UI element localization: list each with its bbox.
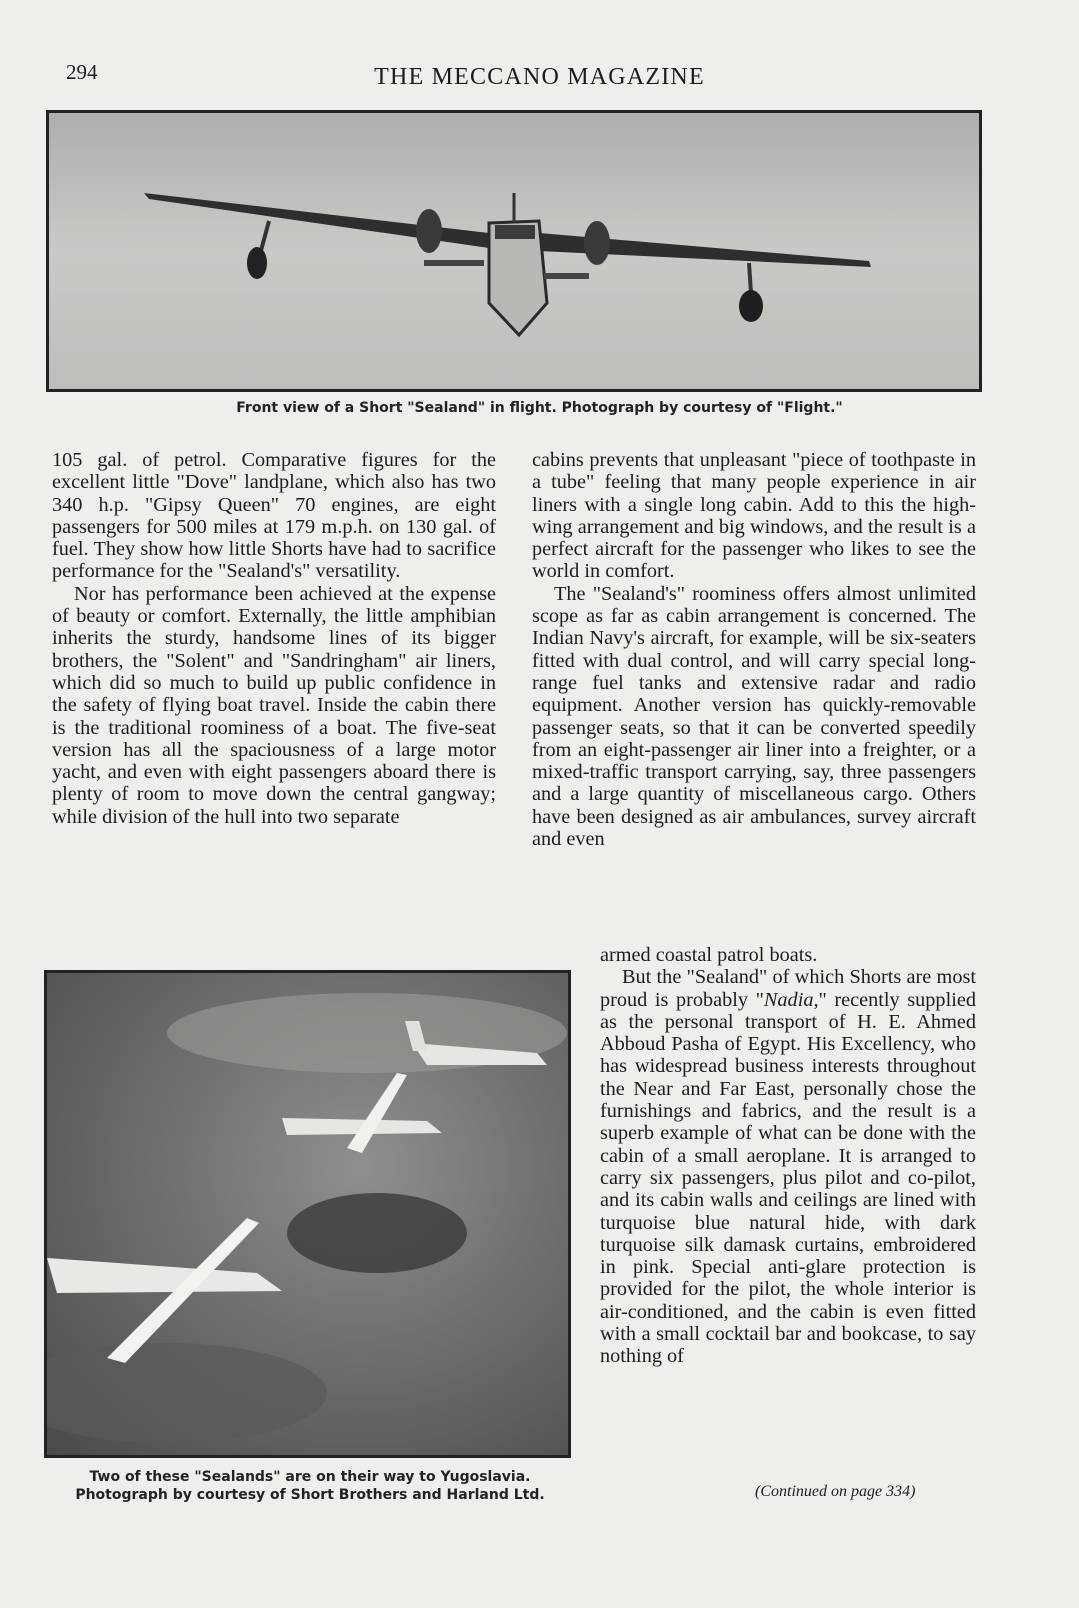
text-run: " recently supplied as the personal transport of H. E. Ahmed Abboud Pasha of Egypt. His Excellency, who has widespread business interests throughout the Near and Far East, personally chose the furnishings and fabrics, and the result is a superb example of what can be done with the cabin of a small aeroplane. It is arranged to carry six passengers, plus pilot and co-pilot, and its cabin walls and ceilings are lined with turquoise blue natural hide, with dark turquoise silk damask curtains, embroidered in pink. Special anti-glare protection is provided for the pilot, the whole interior is air-conditioned, and the cabin is even fitted with a small cocktail bar and bookcase, to say nothing of xyxy=(600,988,976,1368)
top-photo-caption: Front view of a Short "Sealand" in flight. Photograph by courtesy of "Flight." xyxy=(236,400,843,416)
paragraph xyxy=(600,966,976,1367)
paragraph: 105 gal. of petrol. Comparative figures for the excellent little "Dove" landplane, which also has two 340 h.p. "Gipsy Queen" 70 engines, are eight passengers for 500 miles at 179 m.p.h. on 130 gal. of fuel. They show how little Shorts have had to sacrifice performance for the "Sealand's" versatility. xyxy=(52,449,496,583)
bottom-photo-caption xyxy=(30,1468,590,1504)
ship-name: Nadia, xyxy=(763,988,819,1011)
aircraft-front-illustration xyxy=(49,113,979,389)
page-number: 294 xyxy=(66,60,98,84)
paragraph: cabins prevents that unpleasant "piece of toothpaste in a tube" feeling that many people experience in air liners with a single long cabin. Add to this the high-wing arrangement and big windows, and the result is a perfect aircraft for the passenger who likes to see the world in comfort. xyxy=(532,449,976,583)
text-run: But the "Sealand" of which Shorts are most proud is probably " xyxy=(600,966,976,1011)
paragraph: Nor has performance been achieved at the expense of beauty or comfort. Externally, the little amphibian inherits the sturdy, handsome lines of its bigger brothers, the "Solent" and "Sandringham" air liners, which did so much to build up public confidence in the safety of flying boat travel. Inside the cabin there is the traditional roominess of a boat. The five-seat version has all the spaciousness of a large motor yacht, and even with eight passengers aboard there is plenty of room to move down the central gangway; while division of the hull into two separate xyxy=(52,582,496,828)
sealands-formation-photo xyxy=(44,970,571,1458)
formation-illustration xyxy=(47,973,568,1455)
paragraph: armed coastal patrol boats. xyxy=(600,944,818,966)
article-column-left xyxy=(52,449,496,828)
article-column-narrow xyxy=(600,944,976,1368)
sealand-front-view-photo xyxy=(46,110,982,392)
article-column-right xyxy=(532,449,976,850)
magazine-title: THE MECCANO MAGAZINE xyxy=(374,64,705,90)
bottom-caption-line: Two of these "Sealands" are on their way to Yugoslavia. xyxy=(89,1469,531,1485)
continued-note: (Continued on page 334) xyxy=(755,1483,916,1500)
bottom-caption-line: Photograph by courtesy of Short Brothers and Harland Ltd. xyxy=(75,1487,545,1503)
paragraph: The "Sealand's" roominess offers almost unlimited scope as far as cabin arrangement is concerned. The Indian Navy's aircraft, for example, will be six-seaters fitted with dual control, and will carry special long-range fuel tanks and extensive radar and radio equipment. Another version has quickly-removable passenger seats, so that it can be converted speedily from an eight-passenger air liner into a freighter, or a mixed-traffic transport carrying, say, three passengers and a large quantity of miscellaneous cargo. Others have been designed as air ambulances, survey aircraft and even xyxy=(532,582,976,851)
